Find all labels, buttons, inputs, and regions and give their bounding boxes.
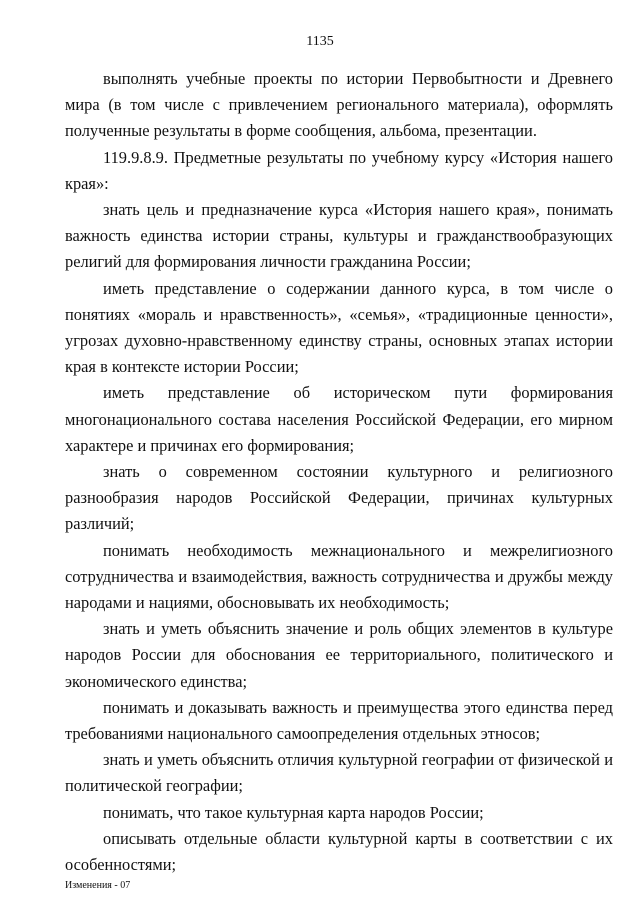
footer-revision-note: Изменения - 07 (65, 880, 131, 891)
paragraph-historical-path: иметь представление об историческом пути формирования многонационального состава населения Российской Федерации, его мирном характере и причинах его формирования; (65, 383, 613, 455)
document-body (65, 66, 613, 878)
paragraph-cultural-geography: знать и уметь объяснить отличия культурной географии от физической и политической географии; (65, 750, 613, 796)
paragraph-common-elements: знать и уметь объяснить значение и роль общих элементов в культуре народов России для обоснования ее территориального, политического и экономического единства; (65, 619, 613, 691)
paragraph-course-purpose: знать цель и предназначение курса «История нашего края», понимать важность единства истории страны, культуры и гражданствообразующих религий для формирования личности гражданина России; (65, 200, 613, 272)
paragraph-map-areas: описывать отдельные области культурной карты в соответствии с их особенностями; (65, 828, 613, 875)
paragraph-cooperation: понимать необходимость межнационального и межрелигиозного сотрудничества и взаимодействия, важность сотрудничества и дружбы между народами и нациями, обосновывать их необходимость; (65, 540, 613, 613)
paragraph-cultural-diversity: знать о современном состоянии культурного и религиозного разнообразия народов Российской Федерации, причинах культурных различий; (65, 462, 613, 534)
paragraph-section-heading: 119.9.8.9. Предметные результаты по учебному курсу «История нашего края»: (65, 147, 613, 193)
page-number: 1135 (306, 34, 334, 49)
paragraph-projects: выполнять учебные проекты по истории Первобытности и Древнего мира (в том числе с привлечением регионального материала), оформлять полученные результаты в форме сообщения, альбома, презентации. (65, 69, 613, 141)
paragraph-course-content: иметь представление о содержании данного курса, в том числе о понятиях «мораль и нравственность», «семья», «традиционные ценности», угрозах духовно-нравственному единству страны, основных этапах истории края в контексте истории России; (65, 278, 613, 377)
paragraph-unity-advantages: понимать и доказывать важность и преимущества этого единства перед требованиями национального самоопределения отдельных этносов; (65, 697, 613, 744)
paragraph-cultural-map: понимать, что такое культурная карта народов России; (103, 802, 484, 822)
